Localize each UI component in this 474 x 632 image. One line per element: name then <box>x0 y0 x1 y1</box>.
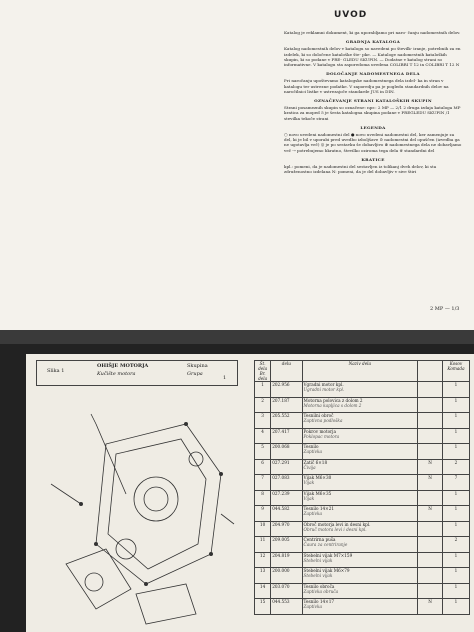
sheet-header <box>36 360 238 386</box>
group-subtitle: Kučište motora <box>97 371 136 377</box>
part-number: 3 <box>255 413 271 429</box>
table-row <box>255 382 470 398</box>
section-heading: GRADNJA KATALOGA <box>345 39 401 45</box>
part-name-cell <box>302 397 418 413</box>
part-mark: N <box>418 599 443 615</box>
part-name-alt: Stebelni vijak <box>303 573 333 578</box>
part-name: Tesnilo obroča <box>303 583 335 589</box>
part-name-alt: Stebelni vijak <box>303 557 333 563</box>
col-header: Kosov Komada <box>442 361 469 382</box>
section-heading: LEGENDA <box>360 124 386 130</box>
part-name-alt: Motorna kapljica s dolom 2 <box>303 402 362 408</box>
part-code: 200.068 <box>271 444 302 460</box>
part-name-alt: Vijak <box>303 495 315 501</box>
part-name-alt: Čivija <box>303 464 316 470</box>
part-number: 7 <box>255 475 271 491</box>
part-name-alt: Poklopac motora <box>303 433 340 439</box>
part-name-alt: Obruč motora levi i desni kpl. <box>303 526 367 532</box>
part-quantity: 1 <box>442 568 469 584</box>
part-mark: N <box>418 475 443 491</box>
group-label-sub: Grupa <box>187 371 203 377</box>
section-text: Pri naročanju upoštevamo katalogske nadomestnega dela izdel- ka in stran v katalogu ter ustrezne podatke. V zaporedju pa je pogledu standardnih delov na naročilnici listke v ustrezajoče standarde JUS in DIN. <box>284 78 449 94</box>
part-name-cell <box>302 583 418 599</box>
part-mark <box>418 490 443 506</box>
part-code: 205.552 <box>271 413 302 429</box>
table-row <box>255 475 470 491</box>
part-code: 044.582 <box>271 506 302 522</box>
group-title: OHIŠJE MOTORJA <box>97 363 149 369</box>
table-header-row <box>255 361 470 382</box>
part-mark <box>418 568 443 584</box>
part-quantity: 2 <box>442 459 469 475</box>
part-name: Pokrov motorja <box>303 428 336 434</box>
part-name: Obroč motorja levi in desni kpl. <box>303 521 371 527</box>
part-quantity: 1 <box>442 599 469 615</box>
part-mark <box>418 428 443 444</box>
part-mark <box>418 537 443 553</box>
table-row <box>255 490 470 506</box>
parts-page-background <box>0 344 474 632</box>
part-quantity: 1 <box>442 490 469 506</box>
part-mark <box>418 444 443 460</box>
col-header <box>418 361 443 382</box>
exploded-motor-drawing <box>36 384 236 629</box>
parts-table <box>254 360 470 615</box>
section-text: Katalog nadomestnih delov v katalogu so navedeni po številk- iranje, potrebnih za en izdelek, ki so določene kataloške šte- pke. — Kataloge nadomestnih kataloških skupin, ki so podane v PRE- GLEDU SKUPIN. — Dodatne v katalog strani so informativne. V katalogu sta zaporedoma uvedena COLIBRI T 12 in COLIBRI T 12 N <box>284 46 461 68</box>
part-name-cell <box>302 521 418 537</box>
part-number: 6 <box>255 459 271 475</box>
part-number: 2 <box>255 397 271 413</box>
part-number: 12 <box>255 552 271 568</box>
table-row <box>255 599 470 615</box>
part-name: Vgradni motor kpl. <box>303 382 344 387</box>
part-code: 204.819 <box>271 552 302 568</box>
col-header: Št. dela Br. dela <box>255 361 271 382</box>
part-name-cell <box>302 382 418 398</box>
intro-column <box>284 30 462 176</box>
table-row <box>255 552 470 568</box>
part-name-cell <box>302 506 418 522</box>
part-quantity: 1 <box>442 428 469 444</box>
table-row <box>255 428 470 444</box>
part-name-cell <box>302 552 418 568</box>
part-name-alt: Zaptivka <box>303 449 323 454</box>
figure-label: Slika 1 <box>47 368 65 374</box>
group-label: Skupina <box>187 363 208 369</box>
group-number: 1 <box>223 375 227 381</box>
table-row <box>255 537 470 553</box>
part-name: Zatič 6×18 <box>303 459 328 465</box>
part-name-cell <box>302 568 418 584</box>
part-code: 207.417 <box>271 428 302 444</box>
part-number: 9 <box>255 506 271 522</box>
section-heading: OZNAČEVANJE STRANI KATALOŠKIH SKUPIN <box>314 98 432 104</box>
part-number: 10 <box>255 521 271 537</box>
part-number: 1 <box>255 382 271 398</box>
part-name: Stebelni vijak M7×159 <box>303 552 353 558</box>
part-number: 13 <box>255 568 271 584</box>
part-code: 209.005 <box>271 537 302 553</box>
section-heading: DOLOČANJE NADOMESTNEGA DELA <box>326 71 420 77</box>
part-name-cell <box>302 413 418 429</box>
col-header: Naziv dela <box>302 361 418 382</box>
part-name-cell <box>302 428 418 444</box>
part-name-alt: Čaura za centriranje <box>303 542 348 547</box>
section-text: ○ novo uvedeni nadomestni del ● novo uvedeni nadomestni del, ker zamenjuje za del, ki je bil v uporabi pred uvedbo izboljšave ⊙ nadomestni del opuščen (izvedba ga ne ugotavlja več) ◎ je po sestavku še dobavljivo ⊗ nadomestnega dela ne dobavljamo več ⇢ potrebujemo hkratno, številko oziroma tega dela ※ standardni del <box>284 132 462 153</box>
part-mark <box>418 397 443 413</box>
part-quantity: 7 <box>442 475 469 491</box>
section-text: Strani posameznih skupin so označene: npr.: 2 MP — 2/1 2 druga izdaja kataloga MP kratica za moped 5 je šesta katalogna skupina podane v PREGLEDU SKUPIN /1 stevilka tekoče strani <box>284 105 461 121</box>
page-title: UVOD <box>334 10 368 20</box>
part-name-alt: Ugradni motor kpl. <box>303 387 345 392</box>
part-name-cell <box>302 599 418 615</box>
part-code: 202.956 <box>271 382 302 398</box>
part-name: Tesnilo 14×21 <box>303 506 335 511</box>
section-text: kpl.: pomeni, da je nadomestni del sestavljen iz tolikanj dveh delov, ki sta združenostno izdelana N: pomeni, da je del dobavljiv v sive štiri <box>284 164 437 175</box>
part-name-alt: Zaptivka <box>303 511 323 516</box>
table-row <box>255 506 470 522</box>
part-code: 207.187 <box>271 397 302 413</box>
part-name: Centrirna puša <box>303 537 336 542</box>
part-quantity: 2 <box>442 537 469 553</box>
table-row <box>255 444 470 460</box>
part-number: 11 <box>255 537 271 553</box>
part-mark: N <box>418 459 443 475</box>
part-code: 027.291 <box>271 459 302 475</box>
part-mark <box>418 521 443 537</box>
part-name: Motorna polovica z dolom 2 <box>303 397 363 403</box>
part-quantity: 1 <box>442 397 469 413</box>
part-mark: N <box>418 506 443 522</box>
page-divider <box>0 330 474 344</box>
part-name: Stebelni vijak M6×79 <box>303 568 350 573</box>
part-name: Tesnilo <box>303 444 319 449</box>
part-quantity: 1 <box>442 521 469 537</box>
part-quantity: 1 <box>442 552 469 568</box>
part-code: 200.000 <box>271 568 302 584</box>
part-number: 8 <box>255 490 271 506</box>
part-quantity: 1 <box>442 382 469 398</box>
part-number: 14 <box>255 583 271 599</box>
table-row <box>255 568 470 584</box>
part-name-cell <box>302 475 418 491</box>
table-row <box>255 459 470 475</box>
part-code: 203.070 <box>271 583 302 599</box>
section-heading: KRATICE <box>361 156 385 162</box>
part-quantity: 1 <box>442 444 469 460</box>
part-mark <box>418 382 443 398</box>
part-mark <box>418 583 443 599</box>
part-name-alt: Vijak <box>303 480 315 485</box>
part-name-alt: Zaptivna podloška <box>303 418 343 423</box>
parts-sheet <box>26 354 474 632</box>
part-code: 027.239 <box>271 490 302 506</box>
part-name: Vijak M6×35 <box>303 490 332 496</box>
part-name: Tesnilni obroč <box>303 413 334 418</box>
part-name-alt: Zaptivka <box>303 604 323 609</box>
col-header: delu <box>271 361 302 382</box>
part-name: Tesnilo 14×17 <box>303 599 335 604</box>
part-code: 044.553 <box>271 599 302 615</box>
part-name-cell <box>302 490 418 506</box>
table-row <box>255 397 470 413</box>
part-code: 027.083 <box>271 475 302 491</box>
part-quantity: 1 <box>442 583 469 599</box>
part-number: 5 <box>255 444 271 460</box>
part-mark <box>418 552 443 568</box>
table-row <box>255 521 470 537</box>
part-code: 204.970 <box>271 521 302 537</box>
part-name: Vijak M6×30 <box>303 475 332 480</box>
page-number: 2 MP — 1/3 <box>430 306 460 312</box>
part-name-cell <box>302 537 418 553</box>
part-name-cell <box>302 459 418 475</box>
part-number: 4 <box>255 428 271 444</box>
table-row <box>255 583 470 599</box>
part-quantity: 1 <box>442 413 469 429</box>
part-name-cell <box>302 444 418 460</box>
table-row <box>255 413 470 429</box>
part-mark <box>418 413 443 429</box>
part-name-alt: Zaptivka obruča <box>303 588 339 594</box>
part-quantity: 1 <box>442 506 469 522</box>
intro-text: Katalog je reklamni dokument, ki ga uporabljamo pri naro- čanju nadomestnih delov. <box>284 30 461 35</box>
part-number: 15 <box>255 599 271 615</box>
